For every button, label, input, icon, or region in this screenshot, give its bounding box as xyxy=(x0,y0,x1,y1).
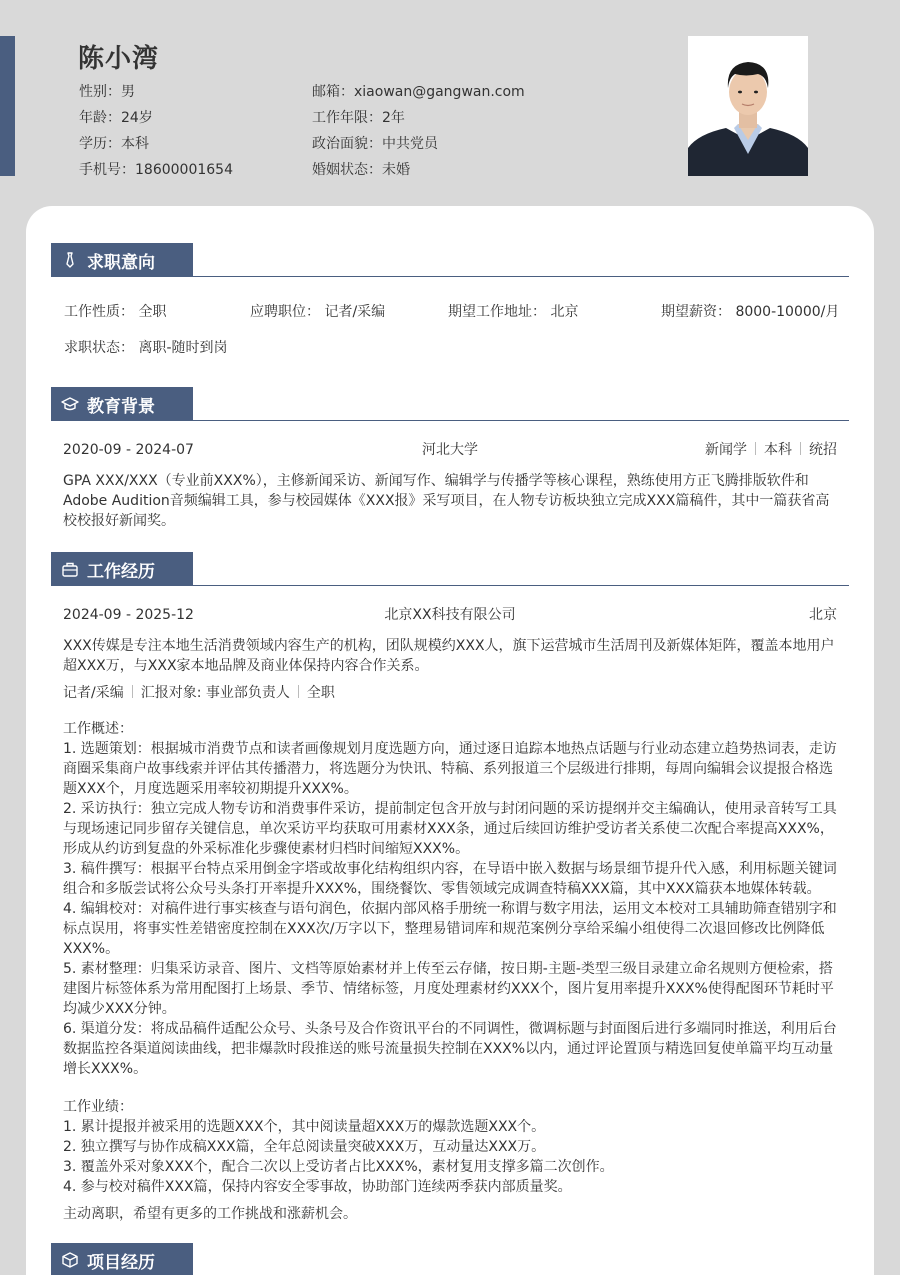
achievement-item: 1. 累计提报并被采用的选题XXX个，其中阅读量超XXX万的爆款选题XXX个。 xyxy=(63,1119,546,1135)
company-intro: XXX传媒是专注本地生活消费领域内容生产的机构，团队规模约XXX人，旗下运营城市生活周刊及新媒体矩阵，覆盖本地用户超XXX万，与XXX家本地品牌及商业体保持内容合作关系。 xyxy=(63,638,835,674)
achievement-item: 4. 参与校对稿件XXX篇，保持内容安全零事故，协助部门连续两季获内部质量奖。 xyxy=(63,1179,572,1195)
candidate-name: 陈小湾 xyxy=(78,44,160,74)
work-overview xyxy=(63,719,839,1079)
work-tags xyxy=(63,683,839,703)
job-status: 求职状态： 离职-随时到岗 xyxy=(64,340,228,356)
work-type: 工作性质： 全职 xyxy=(64,304,167,320)
briefcase-icon xyxy=(61,560,79,578)
phone: 手机号：18600001654 xyxy=(79,162,233,178)
desired-position: 应聘职位： 记者/采编 xyxy=(250,304,386,320)
overview-item: 2. 采访执行：独立完成人物专访和消费事件采访，提前制定包含开放与封闭问题的采访提纲并交主编确认，使用录音转写工具与现场速记同步留存关键信息，单次采访平均获取可用素材XXX条，通过后续回访维护受访者关系使二次配合率提高XXX%，形成从约访到复盘的外采标准化步骤使素材归档时间缩短XXX%。 xyxy=(63,801,837,857)
marital-status: 婚姻状态：未婚 xyxy=(312,162,410,178)
profile-photo xyxy=(688,36,808,176)
personal-info xyxy=(79,82,639,186)
section-header-intent xyxy=(51,243,849,277)
section-title-intent: 求职意向 xyxy=(87,252,155,273)
report-to: 汇报对象: 事业部负责人 xyxy=(140,685,290,701)
work-period: 2024-09 - 2025-12 xyxy=(63,607,194,623)
education-description: GPA XXX/XXX（专业前XXX%），主修新闻采访、新闻写作、编辑学与传播学等核心课程，熟练使用方正飞腾排版软件和Adobe Audition音频编辑工具，参与校园媒体《XXX报》采写项目，在人物专访板块独立完成XXX篇稿件，其中一篇获省高校校报好新闻奖。 xyxy=(63,473,830,529)
overview-item: 1. 选题策划：根据城市消费节点和读者画像规划月度选题方向，通过逐日追踪本地热点话题与行业动态建立趋势热词表，走访商圈采集商户故事线索并评估其传播潜力，将选题分为快讯、特稿、系列报道三个层级进行排期，每周向编辑会议提报合格选题XXX个，月度选题采用率较初期提升XXX%。 xyxy=(63,741,837,797)
achievement-item: 2. 独立撰写与协作成稿XXX篇，全年总阅读量突破XXX万，互动量达XXX万。 xyxy=(63,1139,546,1155)
overview-title: 工作概述： xyxy=(63,721,133,737)
education-period: 2020-09 - 2024-07 xyxy=(63,442,194,458)
desired-salary: 期望薪资： 8000-10000/月 xyxy=(661,304,840,320)
desired-location: 期望工作地址： 北京 xyxy=(448,304,579,320)
education-entry-header xyxy=(63,440,837,460)
tie-icon xyxy=(61,251,79,269)
overview-item: 3. 稿件撰写：根据平台特点采用倒金字塔或故事化结构组织内容，在导语中嵌入数据与场景细节提升代入感，利用标题关键词组合和多版尝试将公众号头条打开率提升XXX%，围绕餐饮、零售领域完成调查特稿XXX篇，其中XXX篇获本地媒体转载。 xyxy=(63,861,837,897)
employment-type: 全职 xyxy=(306,685,335,701)
political-status: 政治面貌：中共党员 xyxy=(312,136,438,152)
education-level: 学历：本科 xyxy=(79,136,149,152)
section-title-project: 项目经历 xyxy=(87,1252,155,1273)
work-achievements xyxy=(63,1097,839,1197)
accent-bar xyxy=(0,36,15,176)
job-role: 记者/采编 xyxy=(63,685,124,701)
work-entry-header xyxy=(63,605,837,625)
degree: 本科 xyxy=(764,442,792,458)
overview-item: 6. 渠道分发：将成品稿件适配公众号、头条号及合作资讯平台的不同调性，微调标题与封面图后进行多端同时推送，利用后台数据监控各渠道阅读曲线，把非爆款时段推送的账号流量损失控制在XXX%以内，通过评论置顶与精选回复使单篇平均互动量增长XXX%。 xyxy=(63,1021,837,1077)
company-name: 北京XX科技有限公司 xyxy=(384,607,516,623)
major: 新闻学 xyxy=(705,442,747,458)
section-title-work: 工作经历 xyxy=(87,561,155,582)
graduation-cap-icon xyxy=(61,395,79,413)
age: 年龄：24岁 xyxy=(79,110,153,126)
section-header-education xyxy=(51,387,849,421)
school-name: 河北大学 xyxy=(422,442,478,458)
section-header-work xyxy=(51,552,849,586)
section-header-project xyxy=(51,1243,849,1275)
section-title-education: 教育背景 xyxy=(87,396,155,417)
work-years: 工作年限：2年 xyxy=(312,110,405,126)
leave-reason: 主动离职，希望有更多的工作挑战和涨薪机会。 xyxy=(63,1206,357,1222)
overview-item: 5. 素材整理：归集采访录音、图片、文档等原始素材并上传至云存储，按日期-主题-类型三级目录建立命名规则方便检索，搭建图片标签体系为常用配图打上场景、季节、情绪标签，月度处理素材约XXX个，图片复用率提升XXX%使得配图环节耗时平均减少XXX分钟。 xyxy=(63,961,834,1017)
enrollment-type: 统招 xyxy=(809,442,837,458)
achievement-item: 3. 覆盖外采对象XXX个，配合二次以上受访者占比XXX%，素材复用支撑多篇二次创作。 xyxy=(63,1159,614,1175)
gender: 性别：男 xyxy=(79,84,135,100)
email: 邮箱：xiaowan@gangwan.com xyxy=(312,84,525,100)
work-city: 北京 xyxy=(809,607,837,623)
overview-item: 4. 编辑校对：对稿件进行事实核查与语句润色，依据内部风格手册统一称谓与数字用法，运用文本校对工具辅助筛查错别字和标点误用，将事实性差错密度控制在XXX次/万字以下，整理易错词库和规范案例分享给采编小组使得二次退回修改比例降低XXX%。 xyxy=(63,901,837,957)
achievement-title: 工作业绩： xyxy=(63,1099,133,1115)
cube-icon xyxy=(61,1251,79,1269)
